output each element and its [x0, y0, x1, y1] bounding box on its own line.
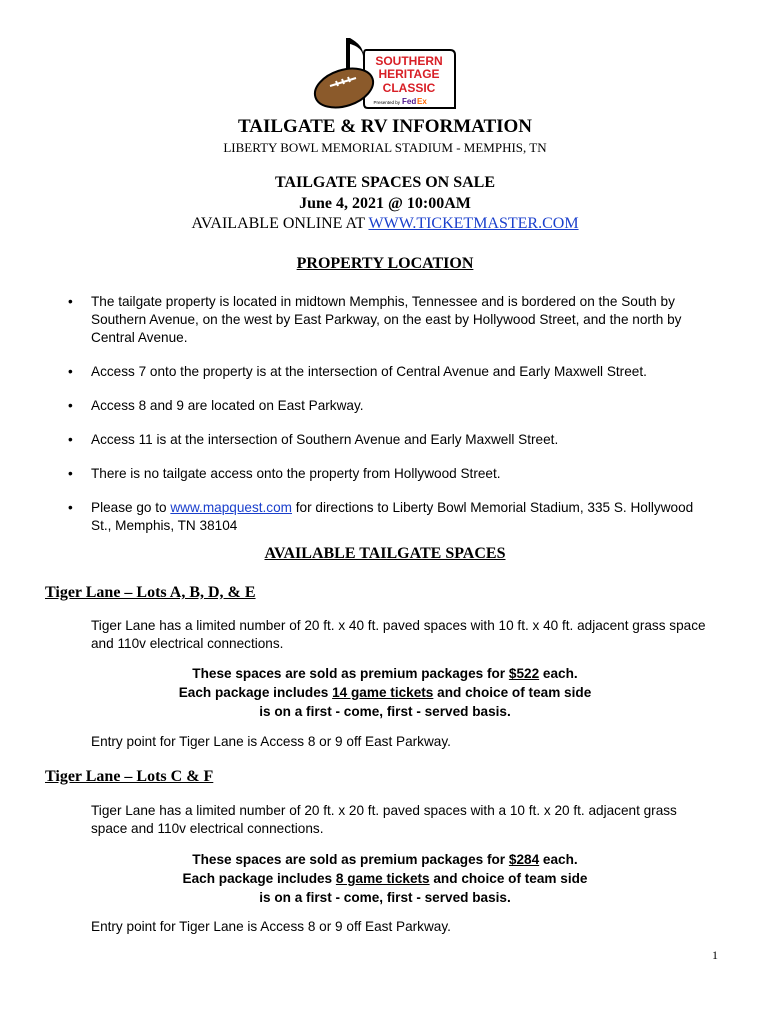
page-number: 1 — [712, 948, 718, 962]
promo-line-2 — [80, 869, 690, 888]
promo-line-1 — [80, 850, 690, 869]
promo-line-3: is on a first - come, first - served basis. — [259, 704, 511, 719]
sale-online-prefix: AVAILABLE ONLINE AT — [191, 215, 369, 232]
lot-promo-abde — [80, 664, 690, 721]
property-location-heading: PROPERTY LOCATION — [296, 255, 474, 272]
promo-text: Each package includes — [182, 871, 336, 886]
sale-title: TAILGATE SPACES ON SALE — [274, 174, 496, 191]
available-spaces-heading: AVAILABLE TAILGATE SPACES — [264, 545, 506, 562]
sale-date: June 4, 2021 @ 10:00AM — [299, 195, 471, 212]
bullet-icon: • — [68, 432, 73, 447]
ticketmaster-link[interactable]: WWW.TICKETMASTER.COM — [368, 215, 579, 232]
document-subtitle: LIBERTY BOWL MEMORIAL STADIUM - MEMPHIS, TN — [223, 140, 547, 155]
promo-text: These spaces are sold as premium packages for — [192, 852, 509, 867]
lot-heading-abde: Tiger Lane – Lots A, B, D, & E — [45, 584, 256, 601]
bullet-icon: • — [68, 500, 73, 515]
bullet-icon: • — [68, 466, 73, 481]
promo-price: $522 — [508, 666, 540, 681]
list-item-text: Access 11 is at the intersection of Southern Avenue and Early Maxwell Street. — [91, 432, 559, 447]
list-item-text: Access 8 and 9 are located on East Parkway. — [91, 398, 364, 413]
list-item-text-prefix: Please go to — [91, 500, 171, 515]
list-item — [65, 363, 715, 381]
list-item — [65, 499, 715, 535]
promo-text: each. — [539, 666, 578, 681]
list-item-text: The tailgate property is located in midtown Memphis, Tennessee and is bordered on the South by Southern Avenue, on the west by East Parkway, on the east by Hollywood Street, and the north by Central Avenue. — [91, 294, 682, 345]
logo-sponsor-ex: Ex — [417, 97, 427, 106]
list-item — [65, 431, 715, 449]
bullet-icon: • — [68, 364, 73, 379]
promo-text: and choice of team side — [429, 871, 588, 886]
logo-sponsor-fed: Fed — [402, 97, 417, 106]
promo-line-1 — [80, 664, 690, 683]
bullet-icon: • — [68, 398, 73, 413]
promo-text: These spaces are sold as premium packages for — [192, 666, 509, 681]
logo-note-flag — [350, 38, 363, 62]
list-item — [65, 465, 715, 483]
list-item-text-suffix: for directions to Liberty Bowl Memorial Stadium, 335 S. Hollywood St., Memphis, TN 38104 — [91, 500, 694, 533]
promo-line-3: is on a first - come, first - served basis. — [259, 890, 511, 905]
logo-text-line2: HERITAGE — [378, 67, 440, 81]
logo-text-line3: CLASSIC — [382, 81, 436, 95]
property-location-list — [65, 293, 715, 551]
list-item — [65, 293, 715, 347]
promo-tickets: 14 game tickets — [332, 685, 434, 700]
list-item-text: Access 7 onto the property is at the intersection of Central Avenue and Early Maxwell Street. — [91, 364, 647, 379]
list-item — [65, 397, 715, 415]
promo-line-2 — [80, 683, 690, 702]
lot-promo-cf — [80, 850, 690, 907]
bullet-icon: • — [68, 294, 73, 309]
mapquest-link[interactable]: www.mapquest.com — [170, 500, 292, 515]
lot-heading-cf: Tiger Lane – Lots C & F — [45, 768, 214, 785]
promo-price: $284 — [508, 852, 540, 867]
lot-entry-abde: Entry point for Tiger Lane is Access 8 or 9 off East Parkway. — [91, 734, 451, 749]
lot-entry-cf: Entry point for Tiger Lane is Access 8 or 9 off East Parkway. — [91, 919, 451, 934]
document-title: TAILGATE & RV INFORMATION — [237, 116, 533, 137]
lot-description-cf: Tiger Lane has a limited number of 20 ft. x 20 ft. paved spaces with a 10 ft. x 20 ft. adjacent grass space and 110v electrical connections. — [91, 803, 677, 836]
promo-text: and choice of team side — [433, 685, 592, 700]
promo-text: Each package includes — [178, 685, 333, 700]
southern-heritage-classic-logo — [308, 36, 458, 116]
list-item-text: There is no tailgate access onto the property from Hollywood Street. — [91, 466, 501, 481]
promo-tickets: 8 game tickets — [335, 871, 430, 886]
logo-sponsor-prefix: Presented by — [373, 100, 400, 105]
promo-text: each. — [539, 852, 578, 867]
sale-online-line — [0, 215, 770, 233]
logo-text-line1: SOUTHERN — [375, 54, 443, 68]
lot-description-abde: Tiger Lane has a limited number of 20 ft. x 40 ft. paved spaces with 10 ft. x 40 ft. adjacent grass space and 110v electrical connections. — [91, 618, 706, 651]
